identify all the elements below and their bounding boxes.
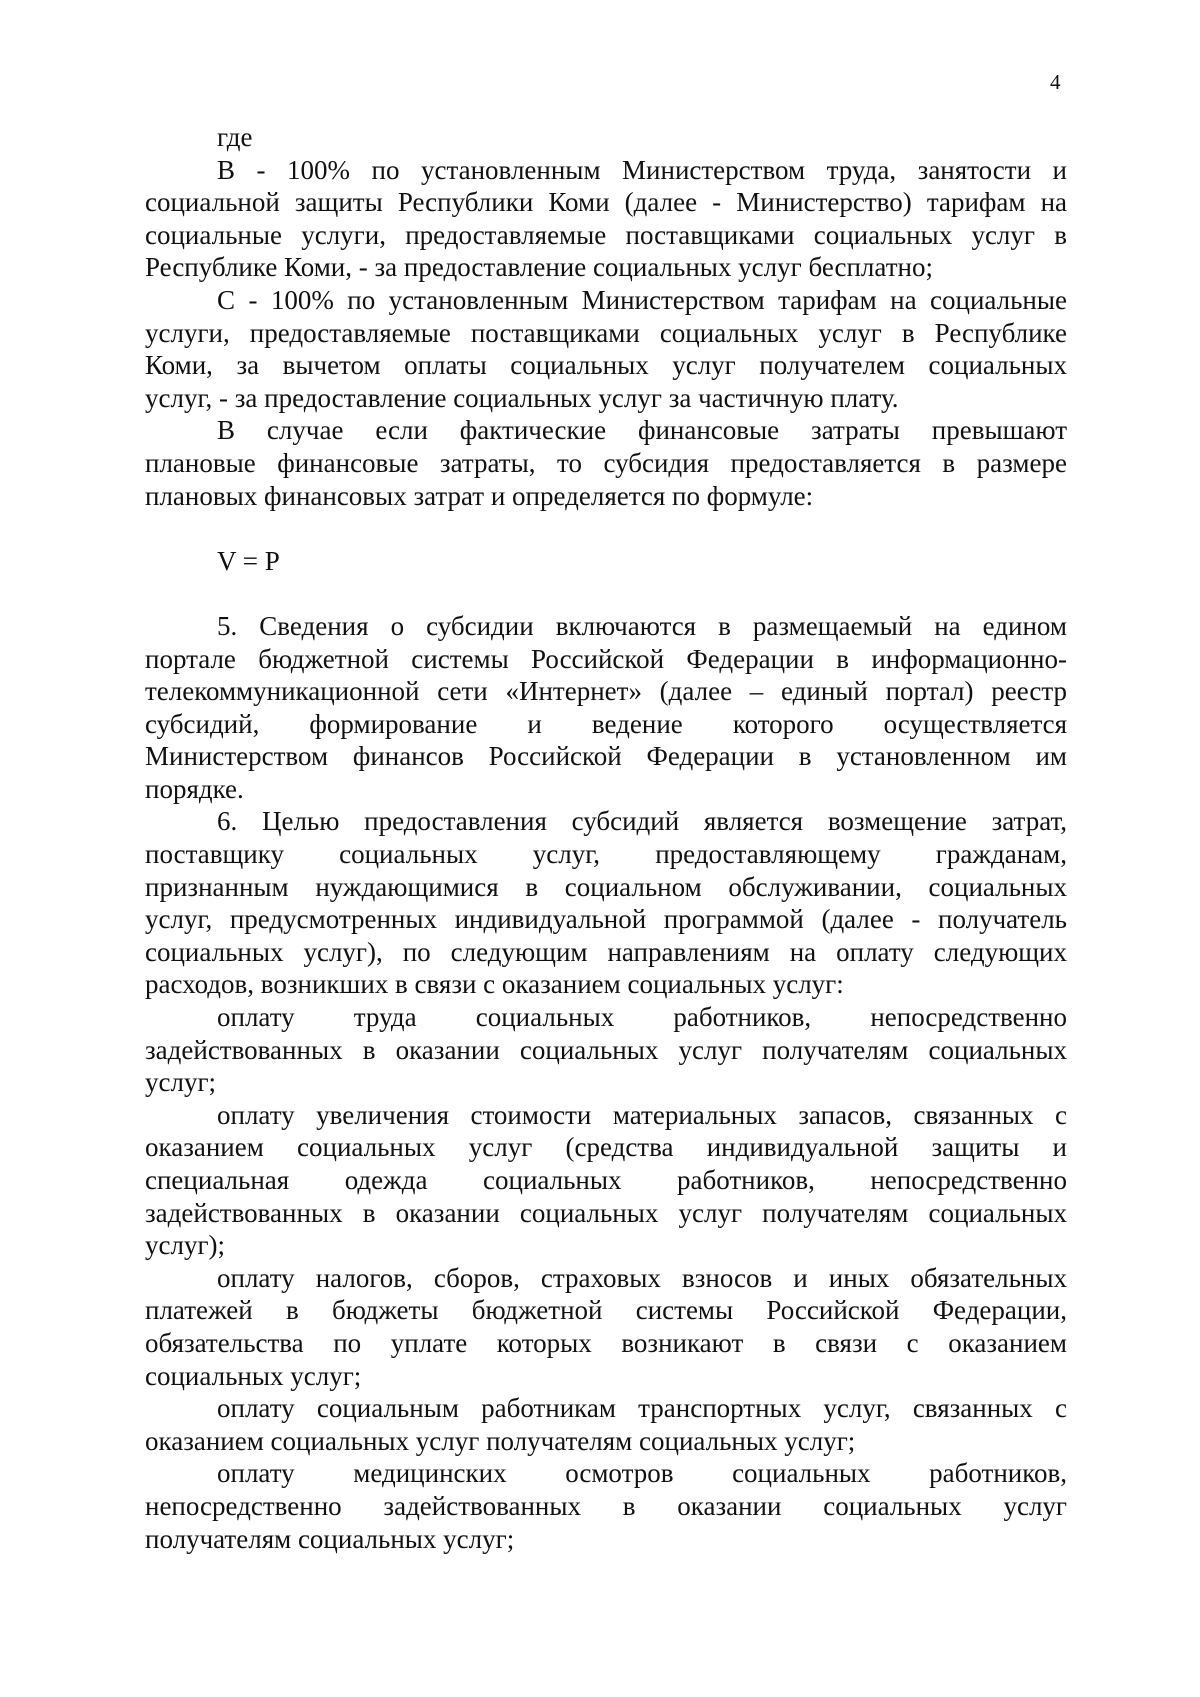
text-line: плановых финансовых затрат и определяется по формуле:	[145, 480, 814, 511]
text-line: задействованных в оказании социальных услуг получателям социальных	[145, 1034, 1067, 1065]
text-line: социальных услуг;	[145, 1360, 362, 1391]
text-line: 6. Целью предоставления субсидий является возмещение затрат,	[217, 806, 1067, 837]
text-line: непосредственно задействованных в оказании социальных услуг	[145, 1490, 1067, 1521]
text-line: V = P	[217, 545, 280, 576]
text-line: обязательства по уплате которых возникают в связи с оказанием	[145, 1327, 1067, 1358]
text-line: оплату социальным работникам транспортных услуг, связанных с	[217, 1393, 1067, 1424]
text-line: С - 100% по установленным Министерством тарифам на социальные	[217, 284, 1067, 315]
text-line: специальная одежда социальных работников, непосредственно	[145, 1165, 1067, 1195]
text-line: услуг);	[145, 1230, 226, 1261]
text-line: Республике Коми, - за предоставление социальных услуг бесплатно;	[145, 252, 933, 283]
text-line: расходов, возникших в связи с оказанием социальных услуг:	[145, 969, 844, 1000]
text-line: 5. Сведения о субсидии включаются в размещаемый на едином	[217, 610, 1067, 641]
text-line: социальной защиты Республики Коми (далее - Министерство) тарифам на	[145, 187, 1067, 218]
text-line: услуг, предусмотренных индивидуальной программой (далее - получатель	[145, 904, 1067, 935]
text-line: поставщику социальных услуг, предоставляющему гражданам,	[145, 839, 1067, 870]
text-line: где	[217, 122, 253, 152]
text-line: признанным нуждающимися в социальном обслуживании, социальных	[145, 871, 1067, 902]
blank-line	[145, 512, 1067, 545]
text-line: порядке.	[145, 773, 244, 804]
text-line: субсидий, формирование и ведение которого осуществляется	[145, 708, 1067, 739]
text-line: Коми, за вычетом оплаты социальных услуг получателем социальных	[145, 350, 1067, 381]
text-line: портале бюджетной системы Российской Федерации в информационно-	[145, 643, 1067, 674]
text-line: оплату медицинских осмотров социальных работников,	[217, 1458, 1067, 1489]
text-line: социальных услуг), по следующим направлениям на оплату следующих	[145, 936, 1067, 967]
text-line: задействованных в оказании социальных услуг получателям социальных	[145, 1197, 1067, 1228]
text-line: В - 100% по установленным Министерством труда, занятости и	[217, 154, 1067, 185]
text-line: телекоммуникационной сети «Интернет» (далее – единый портал) реестр	[145, 676, 1067, 707]
text-line: Министерством финансов Российской Федерации в установленном им	[145, 741, 1067, 772]
text-line: оплату увеличения стоимости материальных запасов, связанных с	[217, 1099, 1067, 1130]
text-line: услуг;	[145, 1067, 217, 1098]
text-line: оплату налогов, сборов, страховых взносов и иных обязательных	[217, 1262, 1067, 1293]
document-body	[145, 121, 1067, 1555]
text-line: плановые финансовые затраты, то субсидия предоставляется в размере	[145, 447, 1067, 478]
text-line: оплату труда социальных работников, непосредственно	[217, 1002, 1067, 1033]
text-line: оказанием социальных услуг (средства индивидуальной защиты и	[145, 1132, 1067, 1163]
text-line: В случае если фактические финансовые затраты превышают	[217, 415, 1067, 446]
text-line: услуг, - за предоставление социальных услуг за частичную плату.	[145, 382, 899, 413]
page-number: 4	[1050, 70, 1061, 94]
blank-line	[145, 577, 1067, 610]
text-line: получателям социальных услуг;	[145, 1523, 515, 1554]
text-line: оказанием социальных услуг получателям социальных услуг;	[145, 1425, 856, 1456]
text-line: платежей в бюджеты бюджетной системы Российской Федерации,	[145, 1295, 1067, 1326]
text-line: социальные услуги, предоставляемые поставщиками социальных услуг в	[145, 219, 1067, 250]
text-line: услуги, предоставляемые поставщиками социальных услуг в Республике	[145, 317, 1067, 348]
